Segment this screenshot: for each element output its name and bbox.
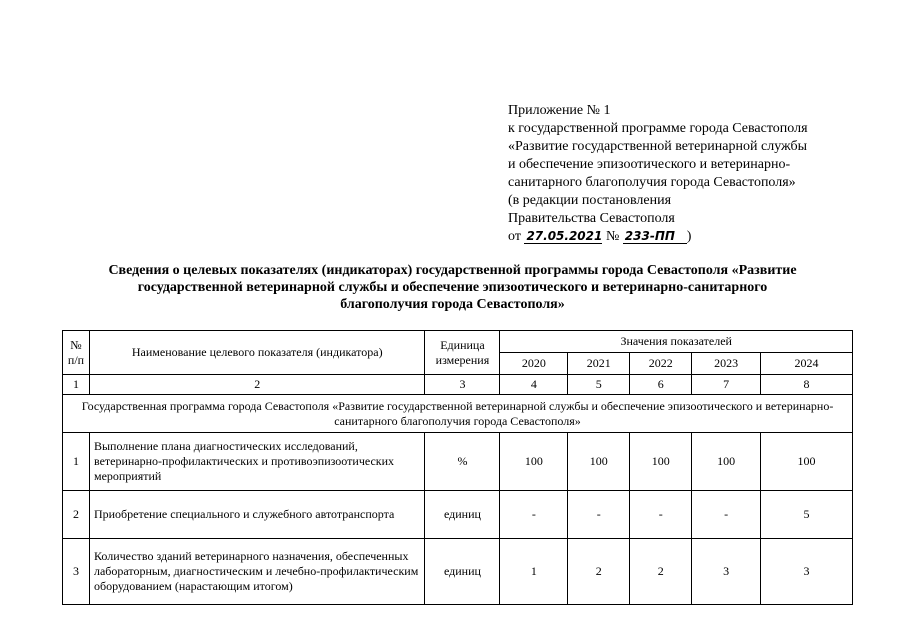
- number-label: №: [605, 229, 620, 244]
- year-cell: 2022: [630, 353, 692, 375]
- header-unit: Единица измерения: [425, 331, 500, 375]
- table-row: [63, 539, 853, 605]
- appendix-line: Приложение № 1: [508, 103, 611, 118]
- value-cell: 100: [568, 433, 630, 491]
- value-cell: 100: [630, 433, 692, 491]
- column-number: 8: [761, 375, 853, 395]
- column-number: 1: [63, 375, 90, 395]
- value-cell: 1: [500, 539, 568, 605]
- value-cell: -: [500, 491, 568, 539]
- appendix-block: [508, 102, 888, 246]
- value-cell: -: [568, 491, 630, 539]
- value-cell: 3: [692, 539, 761, 605]
- value-cell: 2: [630, 539, 692, 605]
- appendix-line: (в редакции постановления: [508, 193, 672, 208]
- header-num: № п/п: [63, 331, 90, 375]
- value-cell: 2: [568, 539, 630, 605]
- title-line: благополучия города Севастополя»: [340, 297, 565, 312]
- year-cell: 2020: [500, 353, 568, 375]
- year-cell: 2023: [692, 353, 761, 375]
- from-label: от: [508, 229, 521, 244]
- column-numbers-row: [63, 375, 853, 395]
- value-cell: 100: [692, 433, 761, 491]
- column-number: 4: [500, 375, 568, 395]
- appendix-line: санитарного благополучия города Севастополя»: [508, 175, 796, 190]
- appendix-line: Правительства Севастополя: [508, 211, 675, 226]
- column-number: 3: [425, 375, 500, 395]
- appendix-line: и обеспечение эпизоотического и ветеринарно-: [508, 157, 791, 172]
- row-num: 2: [63, 491, 90, 539]
- handwritten-date: 27.05.2021: [526, 229, 603, 243]
- header-name: Наименование целевого показателя (индикатора): [89, 331, 425, 375]
- program-name: Государственная программа города Севастополя «Развитие государственной ветеринарной службы и обеспечение эпизоотического и ветеринарно-санитарного благополучия города Севастополя»: [63, 395, 853, 433]
- value-cell: 5: [761, 491, 853, 539]
- program-row: [63, 395, 853, 433]
- value-cell: 100: [500, 433, 568, 491]
- year-cell: 2024: [761, 353, 853, 375]
- document-title: [40, 262, 865, 313]
- title-line: государственной ветеринарной службы и обеспечение эпизоотического и ветеринарно-санитарного: [137, 280, 768, 295]
- appendix-line: «Развитие государственной ветеринарной службы: [508, 139, 808, 154]
- value-cell: -: [692, 491, 761, 539]
- appendix-line: к государственной программе города Севастополя: [508, 121, 808, 136]
- value-cell: -: [630, 491, 692, 539]
- resolution-line: [508, 228, 888, 246]
- indicator-unit: %: [425, 433, 500, 491]
- header-values: Значения показателей: [500, 331, 853, 353]
- header-row: [63, 331, 853, 353]
- value-cell: 100: [761, 433, 853, 491]
- value-cell: 3: [761, 539, 853, 605]
- indicator-unit: единиц: [425, 491, 500, 539]
- indicator-unit: единиц: [425, 539, 500, 605]
- column-number: 6: [630, 375, 692, 395]
- table-row: [63, 491, 853, 539]
- indicator-name: Выполнение плана диагностических исследований, ветеринарно-профилактических и противоэпизоотических мероприятий: [89, 433, 425, 491]
- indicator-name: Количество зданий ветеринарного назначения, обеспеченных лабораторным, диагностическим и лечебно-профилактическим оборудованием (нарастающим итогом): [89, 539, 425, 605]
- closing-paren: ): [686, 229, 692, 244]
- year-cell: 2021: [568, 353, 630, 375]
- indicator-name: Приобретение специального и служебного автотранспорта: [89, 491, 425, 539]
- row-num: 1: [63, 433, 90, 491]
- indicators-table: [62, 330, 853, 605]
- column-number: 5: [568, 375, 630, 395]
- column-number: 2: [89, 375, 425, 395]
- row-num: 3: [63, 539, 90, 605]
- column-number: 7: [692, 375, 761, 395]
- title-line: Сведения о целевых показателях (индикаторах) государственной программы города Севастополя «Развитие: [108, 263, 797, 278]
- table-row: [63, 433, 853, 491]
- handwritten-number: 233-ПП: [623, 229, 687, 244]
